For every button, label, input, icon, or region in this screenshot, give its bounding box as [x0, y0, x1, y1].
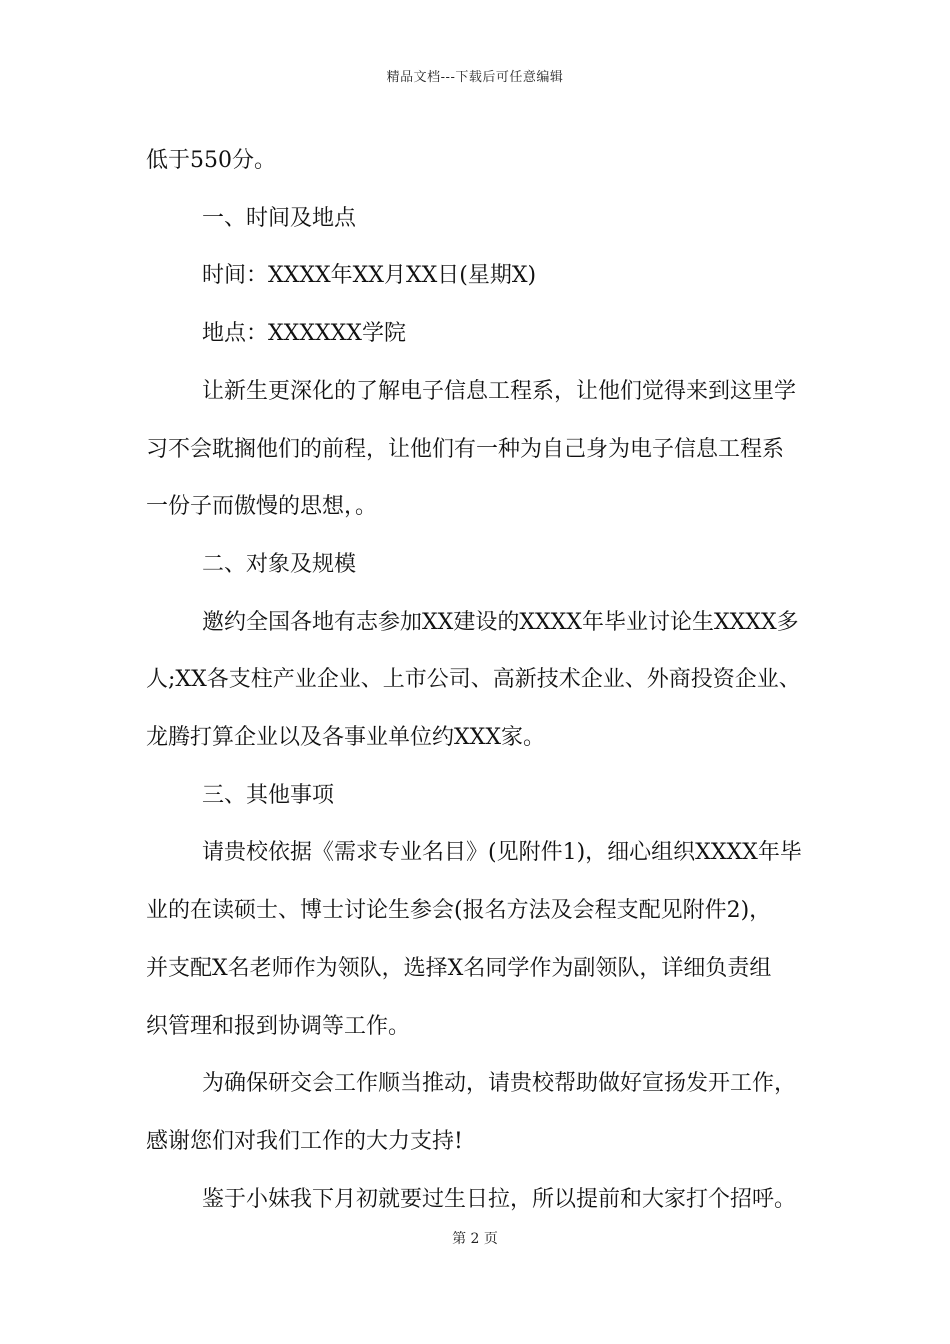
- page-header: 精品文档---下载后可任意编辑: [386, 70, 564, 85]
- paragraph-line: 请贵校依据《需求专业名目》(见附件1)，细心组织XXXX年毕: [202, 840, 802, 866]
- paragraph-line: 习不会耽搁他们的前程，让他们有一种为自己身为电子信息工程系: [146, 436, 785, 462]
- page-number: 第 2 页: [452, 1231, 498, 1247]
- section-heading: 三、其他事项: [202, 782, 335, 808]
- document-body: [146, 132, 836, 1228]
- paragraph-line: 鉴于小妹我下月初就要过生日拉，所以提前和大家打个招呼。: [202, 1186, 797, 1212]
- paragraph-line: 低于550分。: [146, 148, 276, 173]
- paragraph-line: 人;XX各支柱产业企业、上市公司、高新技术企业、外商投资企业、: [146, 667, 801, 693]
- paragraph-line: 让新生更深化的了解电子信息工程系，让他们觉得来到这里学: [202, 378, 797, 404]
- section-heading: 二、对象及规模: [202, 551, 357, 577]
- paragraph-line: 织管理和报到协调等工作。: [146, 1013, 411, 1039]
- paragraph-line: 一份子而傲慢的思想，。: [146, 494, 378, 520]
- paragraph-line: 邀约全国各地有志参加XX建设的XXXX年毕业讨论生XXXX多: [202, 609, 799, 635]
- paragraph-line: 为确保研交会工作顺当推动，请贵校帮助做好宣扬发开工作，: [202, 1071, 797, 1097]
- paragraph-line: 地点：XXXXXX学院: [202, 321, 406, 347]
- paragraph-line: 并支配X名老师作为领队，选择X名同学作为副领队，详细负责组: [146, 955, 772, 981]
- paragraph-line: 时间：XXXX年XX月XX日(星期X): [202, 263, 537, 289]
- paragraph-line: 感谢您们对我们工作的大力支持!: [146, 1128, 463, 1154]
- paragraph-line: 龙腾打算企业以及各事业单位约XXX家。: [146, 725, 545, 751]
- paragraph-line: 业的在读硕士、博士讨论生参会(报名方法及会程支配见附件2)，: [146, 898, 772, 924]
- section-heading: 一、时间及地点: [202, 205, 357, 231]
